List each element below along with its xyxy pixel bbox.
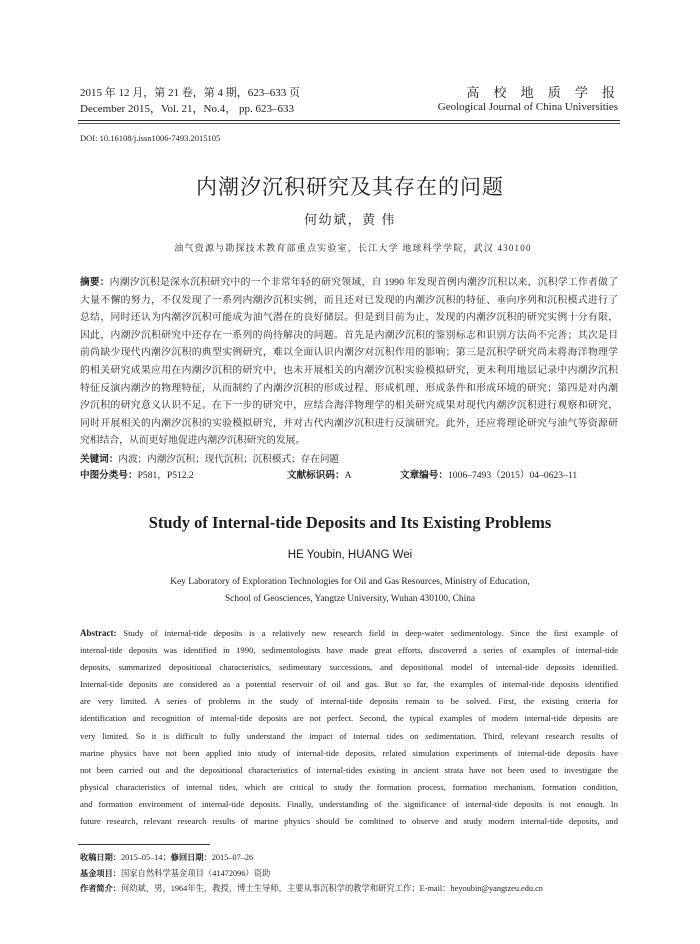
document-code <box>287 467 352 481</box>
article-number <box>400 467 577 481</box>
abstract-en-line: and formation environment of internal-tide deposits. Finally, understanding of the significance of internal-tide deposits is not enough. In <box>80 798 618 809</box>
clc-number <box>80 467 194 481</box>
abstract-en-line: future research, relevant research results of marine physics should be combined to observe and study modern internal-tide deposits, and <box>80 816 618 827</box>
document-code-label: 文献标识码： <box>287 470 345 481</box>
doi: DOI: 10.16108/j.issn1006-7493.2015105 <box>80 133 221 143</box>
abstract-en-line: internal-tide deposits was identified in 1990, sedimentologists have made great efforts, discovered a series of examples of internal-tide <box>80 645 618 656</box>
abstract-cn-line: 前尚缺少现代内潮汐沉积的典型实例研究，难以全面认识内潮汐对沉积作用的影响；第三是沉积学研究尚未将海洋物理学 <box>80 347 618 359</box>
document-code-value: A <box>344 470 352 481</box>
authors-cn: 何幼斌，黄 伟 <box>304 212 396 227</box>
abstract-cn-line: 汐沉积的研究意义认识不足。在下一步的研究中，应结合海洋物理学的相关研究成果对现代内潮汐沉积进行观察和研究， <box>80 400 618 412</box>
abstract-cn-line: 因此，内潮汐沉积研究中还存在一系列的尚待解决的问题。首先是内潮汐沉积的鉴别标志和识别方法尚不完善；其次是目 <box>80 329 618 341</box>
abstract-en-line: marine physics have not been applied into study of internal-tide deposits, related simulation experiments of internal-tide deposits have <box>80 747 618 758</box>
abstract-cn-line: 特征反演内潮汐的物理特征，从而制约了内潮汐沉积的形成过程、形成机理、形成条件和形成环境的研究；第四是对内潮 <box>80 382 618 394</box>
header-rule <box>78 120 620 124</box>
abstract-en-line: very limited. So it is difficult to fully understand the impact of internal tides on sedimentation. Third, relevant research results of <box>80 730 618 741</box>
keywords-cn-label: 关键词： <box>80 454 119 465</box>
journal-name-en: Geological Journal of China Universities <box>437 101 618 113</box>
abstract-cn-text: 内潮汐沉积是深水沉积研究中的一个非常年轻的研究领域，自 1990 年发现首例内潮汐沉积以来，沉积学工作者做了 <box>109 277 618 288</box>
title-cn: 内潮汐沉积研究及其存在的问题 <box>196 175 504 199</box>
abstract-cn-line: 总结，同时还认为内潮汐沉积可能成为油气潜在的良好储层。但是到目前为止，发现的内潮汐沉积的研究实例十分有限， <box>80 312 618 324</box>
abstract-en-line: not been carried out and the depositional characteristics of internal-tides existing in ancient strata have not been used to investigate the <box>80 764 618 775</box>
clc-label: 中图分类号： <box>80 470 138 481</box>
revised-label: 修回日期： <box>170 852 212 862</box>
clc-value: P581，P512.2 <box>137 470 194 481</box>
received-label: 收稿日期： <box>80 852 121 862</box>
abstract-en-label: Abstract: <box>80 628 117 638</box>
affiliation-cn: 油气资源与勘探技术教育部重点实验室，长江大学 地球科学学院，武汉 430100 <box>174 243 532 253</box>
abstract-cn-line: 大量不懈的努力，不仅发现了一系列内潮汐沉积实例，而且还对已发现的内潮汐沉积的特征、垂向序列和沉积模式进行了 <box>80 294 618 306</box>
abstract-en-line: deposits, summarized depositional characteristics, sedimentary successions, and depositional model of internal-tide deposits identified. <box>80 662 618 673</box>
authors-en: HE Youbin, HUANG Wei <box>287 549 413 561</box>
keywords-cn <box>80 451 618 465</box>
revised-date: 2015–07–26 <box>211 853 254 862</box>
title-en: Study of Internal-tide Deposits and Its Existing Problems <box>148 513 552 532</box>
classification-row <box>80 467 640 483</box>
received-date: 2015–05–14； <box>120 853 171 862</box>
affiliation-en-line: Key Laboratory of Exploration Technologies for Oil and Gas Resources, Ministry of Education, <box>170 577 530 587</box>
affiliation-en <box>0 574 700 608</box>
abstract-en-line: are very limited. A series of problems in the study of internal-tide deposits remain to be solved. First, the existing criteria for <box>80 696 618 707</box>
abstract-en-line <box>80 625 618 642</box>
footnote-rule <box>78 844 210 845</box>
footnotes <box>80 850 640 897</box>
footnote-fund <box>80 866 640 882</box>
fund-text: 国家自然科学基金项目（41472096）资助 <box>120 868 271 878</box>
abstract-en-line: identification and recognition of internal-tide deposits are not perfect. Second, the typical examples of modern internal-tide deposits are <box>80 713 618 724</box>
abstract-en-text: Study of internal-tide deposits is a relatively new research field in deep-water sedimentology. Since the first example of <box>116 628 618 638</box>
abstract-cn-line: 究相结合，从而更好地促进内潮汐沉积研究的发展。 <box>80 435 306 447</box>
abstract-cn-line: 同时开展相关的内潮汐沉积的实验模拟研究，并对古代内潮汐沉积进行反演研究。此外，还应将理论研究与油气等资源研 <box>80 417 618 429</box>
article-number-label: 文章编号： <box>400 470 448 481</box>
footnote-dates <box>80 850 640 866</box>
footnote-author <box>80 881 640 897</box>
header-citation-cn: 2015 年 12 月，第 21 卷，第 4 期，623–633 页 <box>80 87 300 99</box>
keywords-cn-text: 内波；内潮汐沉积；现代沉积；沉积模式；存在问题 <box>118 454 340 465</box>
abstract-en-line: physical characteristics of internal tides, which are critical to study the formation process, formation mechanism, formation condition, <box>80 781 618 792</box>
fund-label: 基金项目： <box>80 867 121 878</box>
journal-name-cn: 高 校 地 质 学 报 <box>466 86 620 101</box>
article-number-value: 1006–7493（2015）04–0623–11 <box>447 470 578 481</box>
abstract-cn-line <box>80 274 618 292</box>
author-bio-text: 何幼斌，男，1964年生，教授，博士生导师，主要从事沉积学的教学和研究工作；E-mail：heyoubin@yangtzeu.edu.cn <box>120 884 543 894</box>
abstract-en <box>80 625 618 830</box>
affiliation-en-line: School of Geosciences, Yangtze University, Wuhan 430100, China <box>224 594 476 604</box>
header-citation-en: December 2015，Vol. 21，No.4， pp. 623–633 <box>80 103 294 115</box>
abstract-cn <box>80 274 618 450</box>
abstract-cn-line: 的相关研究成果应用在内潮汐沉积的研究中，也未开展相关的内潮汐沉积实验模拟研究，更未利用地层记录中内潮汐沉积 <box>80 364 618 376</box>
abstract-en-line: Internal-tide deposits are considered as a potential reservoir of oil and gas. But so far, the examples of internal-tide deposits identified <box>80 679 618 690</box>
author-bio-label: 作者简介： <box>80 883 121 894</box>
abstract-cn-label: 摘要： <box>80 277 110 288</box>
